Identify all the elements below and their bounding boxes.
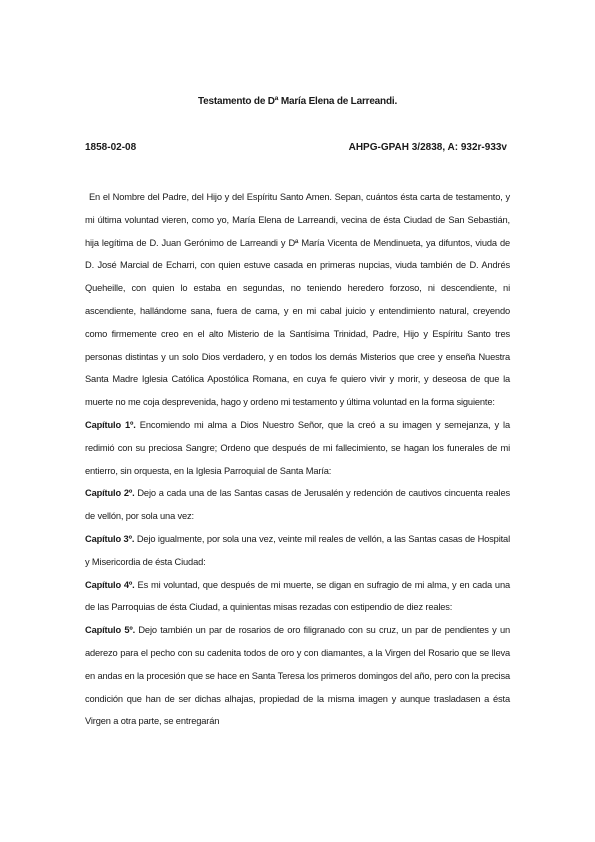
chapter-label: Capítulo 4º. — [85, 579, 135, 590]
chapter-label: Capítulo 2º. — [85, 488, 135, 499]
chapter-4-paragraph — [85, 574, 510, 620]
paragraph-text: Es mi voluntad, que después de mi muerte, se digan en sufragio de mi alma, y en cada una de las Parroquias de ésta Ciudad, a quinientas misas rezadas con estipendio de diez reales: — [85, 579, 510, 613]
paragraph-text: Dejo a cada una de las Santas casas de Jerusalén y redención de cautivos cincuenta reales de vellón, por sola una vez: — [85, 488, 510, 522]
document-title: Testamento de Dª María Elena de Larreandi. — [197, 96, 398, 107]
paragraph-text: Dejo también un par de rosarios de oro filigranado con su cruz, un par de pendientes y un aderezo para el pecho con su cadenita todos de oro y con diamantes, a la Virgen del Rosario que se lleva en andas en la procesión que se hace en Santa Teresa los primeros domingos del año, pero con la precisa condición que han de ser dichas alhajas, propiedad de la misma imagen y aunque trasladasen a ésta Virgen a otra parte, se entregarán — [85, 625, 510, 727]
chapter-label: Capítulo 1º. — [85, 419, 136, 430]
chapter-5-paragraph — [85, 619, 510, 733]
document-body — [85, 186, 510, 733]
paragraph-text: Encomiendo mi alma a Dios Nuestro Señor, que la creó a su imagen y semejanza, y la redimió con su preciosa Sangre; Ordeno que después de mi fallecimiento, se hagan los funerales de mi entierro, sin orquesta, en la Iglesia Parroquial de Santa María: — [85, 419, 510, 476]
chapter-label: Capítulo 3º. — [85, 533, 135, 544]
document-date: 1858-02-08 — [85, 142, 137, 153]
archive-reference: AHPG-GPAH 3/2838, A: 932r-933v — [348, 142, 507, 153]
chapter-label: Capítulo 5º. — [85, 625, 136, 636]
chapter-2-paragraph — [85, 482, 510, 528]
preamble-paragraph — [85, 186, 510, 414]
paragraph-text: En el Nombre del Padre, del Hijo y del Espíritu Santo Amen. Sepan, cuántos ésta carta de testamento, y mi última voluntad vieren, como yo, María Elena de Larreandi, vecina de ésta Ciudad de San Sebastián, hija legítima de D. Juan Gerónimo de Larreandi y Dª María Vicenta de Mendinueta, ya difuntos, viuda de D. José Marcial de Echarri, con quien estuve casada en primeras nupcias, viuda también de D. Andrés Queheille, con quien lo estaba en segundas, no teniendo heredero forzoso, ni descendiente, ni ascendiente, hallándome sana, fuera de cama, y en mi cabal juicio y entendimiento natural, creyendo como firmemente creo en el alto Misterio de la Santísima Trinidad, Padre, Hijo y Espíritu Santo tres personas distintas y un solo Dios verdadero, y en todos los demás Misterios que cree y enseña Nuestra Santa Madre Iglesia Católica Apostólica Romana, en cuya fe quiero vivir y morir, y deseosa de que la muerte no me coja desprevenida, hago y ordeno mi testamento y última voluntad en la forma siguiente: — [85, 192, 510, 408]
chapter-1-paragraph — [85, 414, 510, 482]
chapter-3-paragraph — [85, 528, 510, 574]
paragraph-text: Dejo igualmente, por sola una vez, veinte mil reales de vellón, a las Santas casas de Hospital y Misericordia de ésta Ciudad: — [85, 533, 510, 567]
